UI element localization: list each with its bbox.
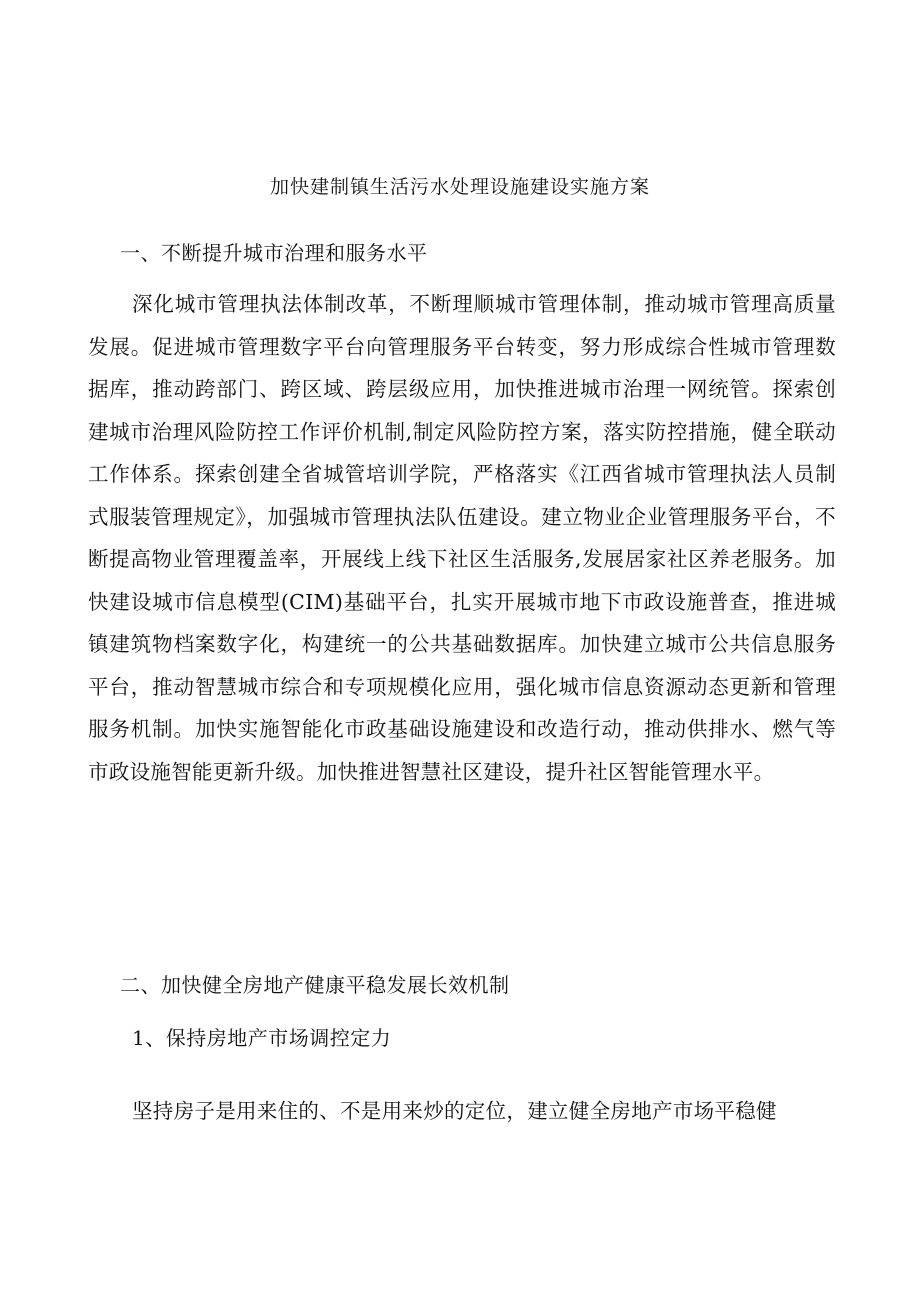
subsection-1-paragraph: 坚持房子是用来住的、不是用来炒的定位，建立健全房地产市场平稳健 <box>132 1099 777 1123</box>
section-heading-2: 二、加快健全房地产健康平稳发展长效机制 <box>120 973 510 997</box>
document-title: 加快建制镇生活污水处理设施建设实施方案 <box>269 176 650 198</box>
subsection-heading-1: 1、保持房地产市场调控定力 <box>132 1026 392 1050</box>
section-1-paragraph: 深化城市管理执法体制改革，不断理顺城市管理体制，推动城市管理高质量发展。促进城市管理数字平台向管理服务平台转变，努力形成综合性城市管理数据库，推动跨部门、跨区域、跨层级应用，加快推进城市治理一网统管。探索创建城市治理风险防控工作评价机制,制定风险防控方案，落实防控措施，健全联动工作体系。探索创建全省城管培训学院，严格落实《江西省城市管理执法人员制式服装管理规定》，加强城市管理执法队伍建设。建立物业企业管理服务平台，不断提高物业管理覆盖率，开展线上线下社区生活服务,发展居家社区养老服务。加快建设城市信息模型(CIM)基础平台，扎实开展城市地下市政设施普查，推进城镇建筑物档案数字化，构建统一的公共基础数据库。加快建立城市公共信息服务平台，推动智慧城市综合和专项规模化应用，强化城市信息资源动态更新和管理服务机制。加快实施智能化市政基础设施建设和改造行动，推动供排水、燃气等市政设施智能更新升级。加快推进智慧社区建设，提升社区智能管理水平。 <box>88 292 836 784</box>
section-heading-1: 一、不断提升城市治理和服务水平 <box>120 241 428 265</box>
